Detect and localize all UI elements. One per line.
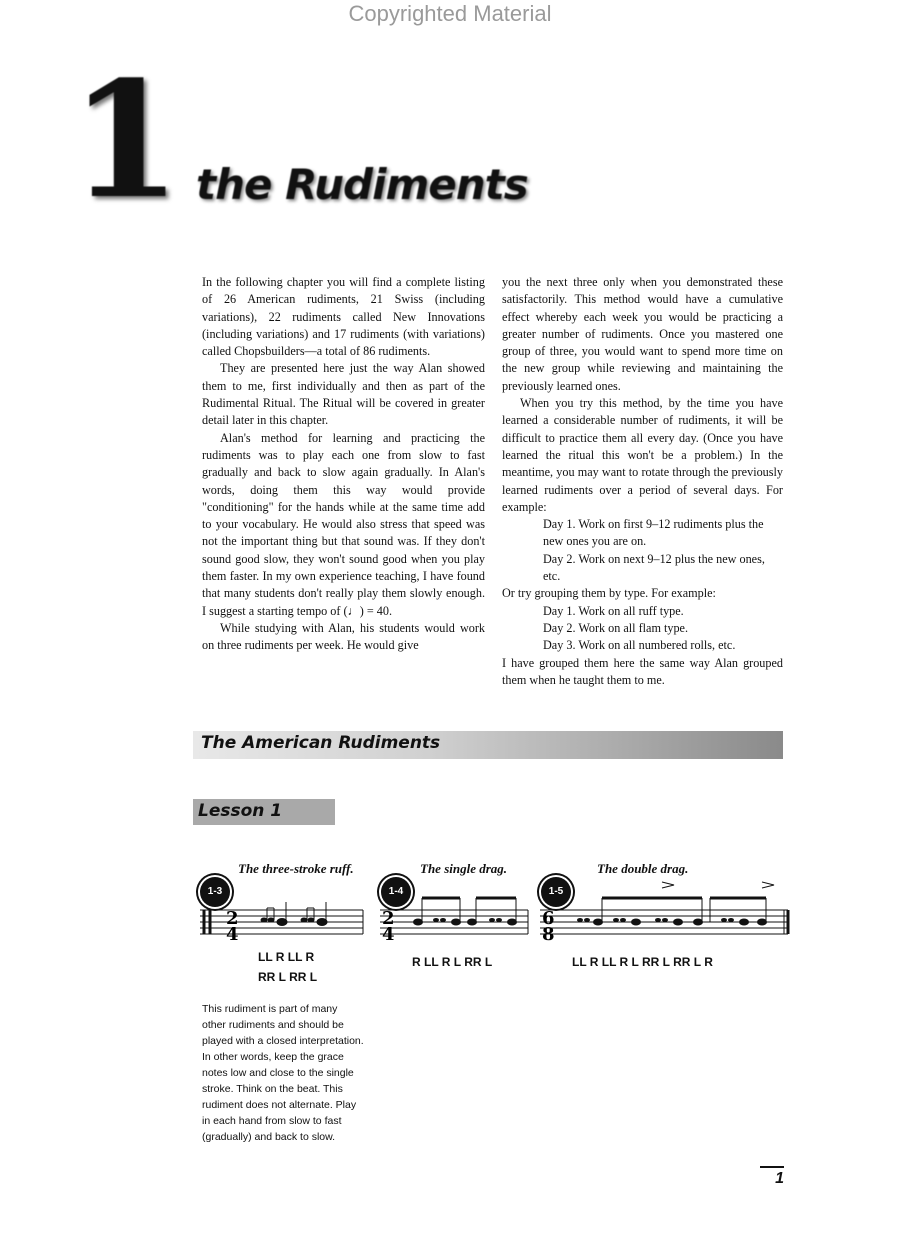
practice-day: Day 1. Work on all ruff type.	[543, 603, 684, 618]
paragraph: While studying with Alan, his students would work on three rudiments per week. He would give	[202, 620, 485, 653]
practice-day: Day 2. Work on all flam type.	[543, 620, 689, 635]
lesson-label: Lesson 1	[198, 801, 283, 821]
rudiment-title: The double drag.	[597, 861, 689, 876]
time-signature-bottom: 8	[542, 924, 555, 945]
sticking-line: LL R LL R L RR L RR L R	[572, 955, 713, 969]
rudiment-note: This rudiment is part of many other rudiments and should be played with a closed interpretation. In other words, keep the grace notes low and close to the single stroke. Think on the beat. This rudiment does not alternate. Play in each hand from slow to fast (gradually) and back to slow.	[202, 1003, 364, 1143]
lesson-heading	[193, 799, 335, 825]
sticking-line: RR L RR L	[258, 970, 318, 984]
time-signature-top: 2	[226, 908, 239, 929]
practice-day: Day 2. Work on next 9–12 plus the new ones, etc.	[543, 551, 765, 584]
time-signature-top: 6	[542, 908, 555, 929]
copyright-watermark: Copyrighted Material	[348, 1, 552, 26]
rudiment-title: The three-stroke ruff.	[238, 861, 354, 876]
paragraph: In the following chapter you will find a complete listing of 26 American rudiments, 21 Swiss (including variations), 22 rudiments called New Innovations (including variations) and 17 rudiments (with variations) called Chopsbuilders—a total of 86 rudiments.	[202, 275, 485, 359]
chapter-number: 1	[70, 46, 182, 234]
sticking-line: R LL R L RR L	[412, 955, 493, 969]
body-column-left	[202, 274, 485, 655]
sticking-line: LL R LL R	[258, 950, 315, 964]
chapter-title: the Rudiments	[196, 160, 528, 209]
time-signature-bottom: 4	[226, 924, 239, 945]
paragraph: Or try grouping them by type. For example:	[502, 586, 716, 601]
music-staff	[380, 880, 530, 950]
track-badge: 1-5	[541, 877, 571, 907]
music-staff	[540, 880, 790, 950]
paragraph: I have grouped them here the same way Alan grouped them when he taught them to me.	[502, 655, 783, 687]
paragraph: you the next three only when you demonstrated these satisfactorily. This method would have a cumulative effect whereby each week you would be practicing a greater number of rudiments. Once you mastered one group of three, you would want to spend more time on the new group while reviewing and maintaining the previously learned ones.	[502, 275, 783, 393]
time-signature-bottom: 4	[382, 924, 395, 945]
time-signature-top: 2	[382, 908, 395, 929]
practice-day: Day 1. Work on first 9–12 rudiments plus the new ones you are on.	[543, 517, 764, 549]
page-number: 1	[760, 1166, 784, 1188]
track-badge: 1-4	[381, 877, 411, 907]
paragraph: They are presented here just the way Alan showed them to me, first individually and then as part of the Rudimental Ritual. The Ritual will be covered in greater detail later in this chapter.	[202, 361, 485, 428]
body-column-right	[502, 274, 783, 689]
track-badge: 1-3	[200, 877, 230, 907]
section-title: The American Rudiments	[201, 733, 441, 753]
paragraph: Alan's method for learning and practicing the rudiments was to play each one from slow to fast gradually and back to slow again gradually. In Alan's words, doing them this way would provide "conditioning" for the hands while at the same time add to your vocabulary. He would also stress that speed was not the important thing but that sound was. If they don't sound good slow, they won't sound good when you play them faster. In my own experience teaching, I have found that many students don't really play them slowly enough. I suggest a starting tempo of (♩) = 40.	[202, 430, 485, 618]
practice-day: Day 3. Work on all numbered rolls, etc.	[543, 638, 736, 653]
rudiment-title: The single drag.	[420, 861, 508, 876]
section-band	[193, 731, 783, 759]
paragraph: When you try this method, by the time you have learned a considerable number of rudiments, it will be difficult to practice them all every day. (Once you have learned the ritual this won't be a problem.) In the meantime, you may want to rotate through the previously learned rudiments over a period of several days. For example:	[502, 396, 783, 514]
music-staff	[200, 880, 365, 950]
